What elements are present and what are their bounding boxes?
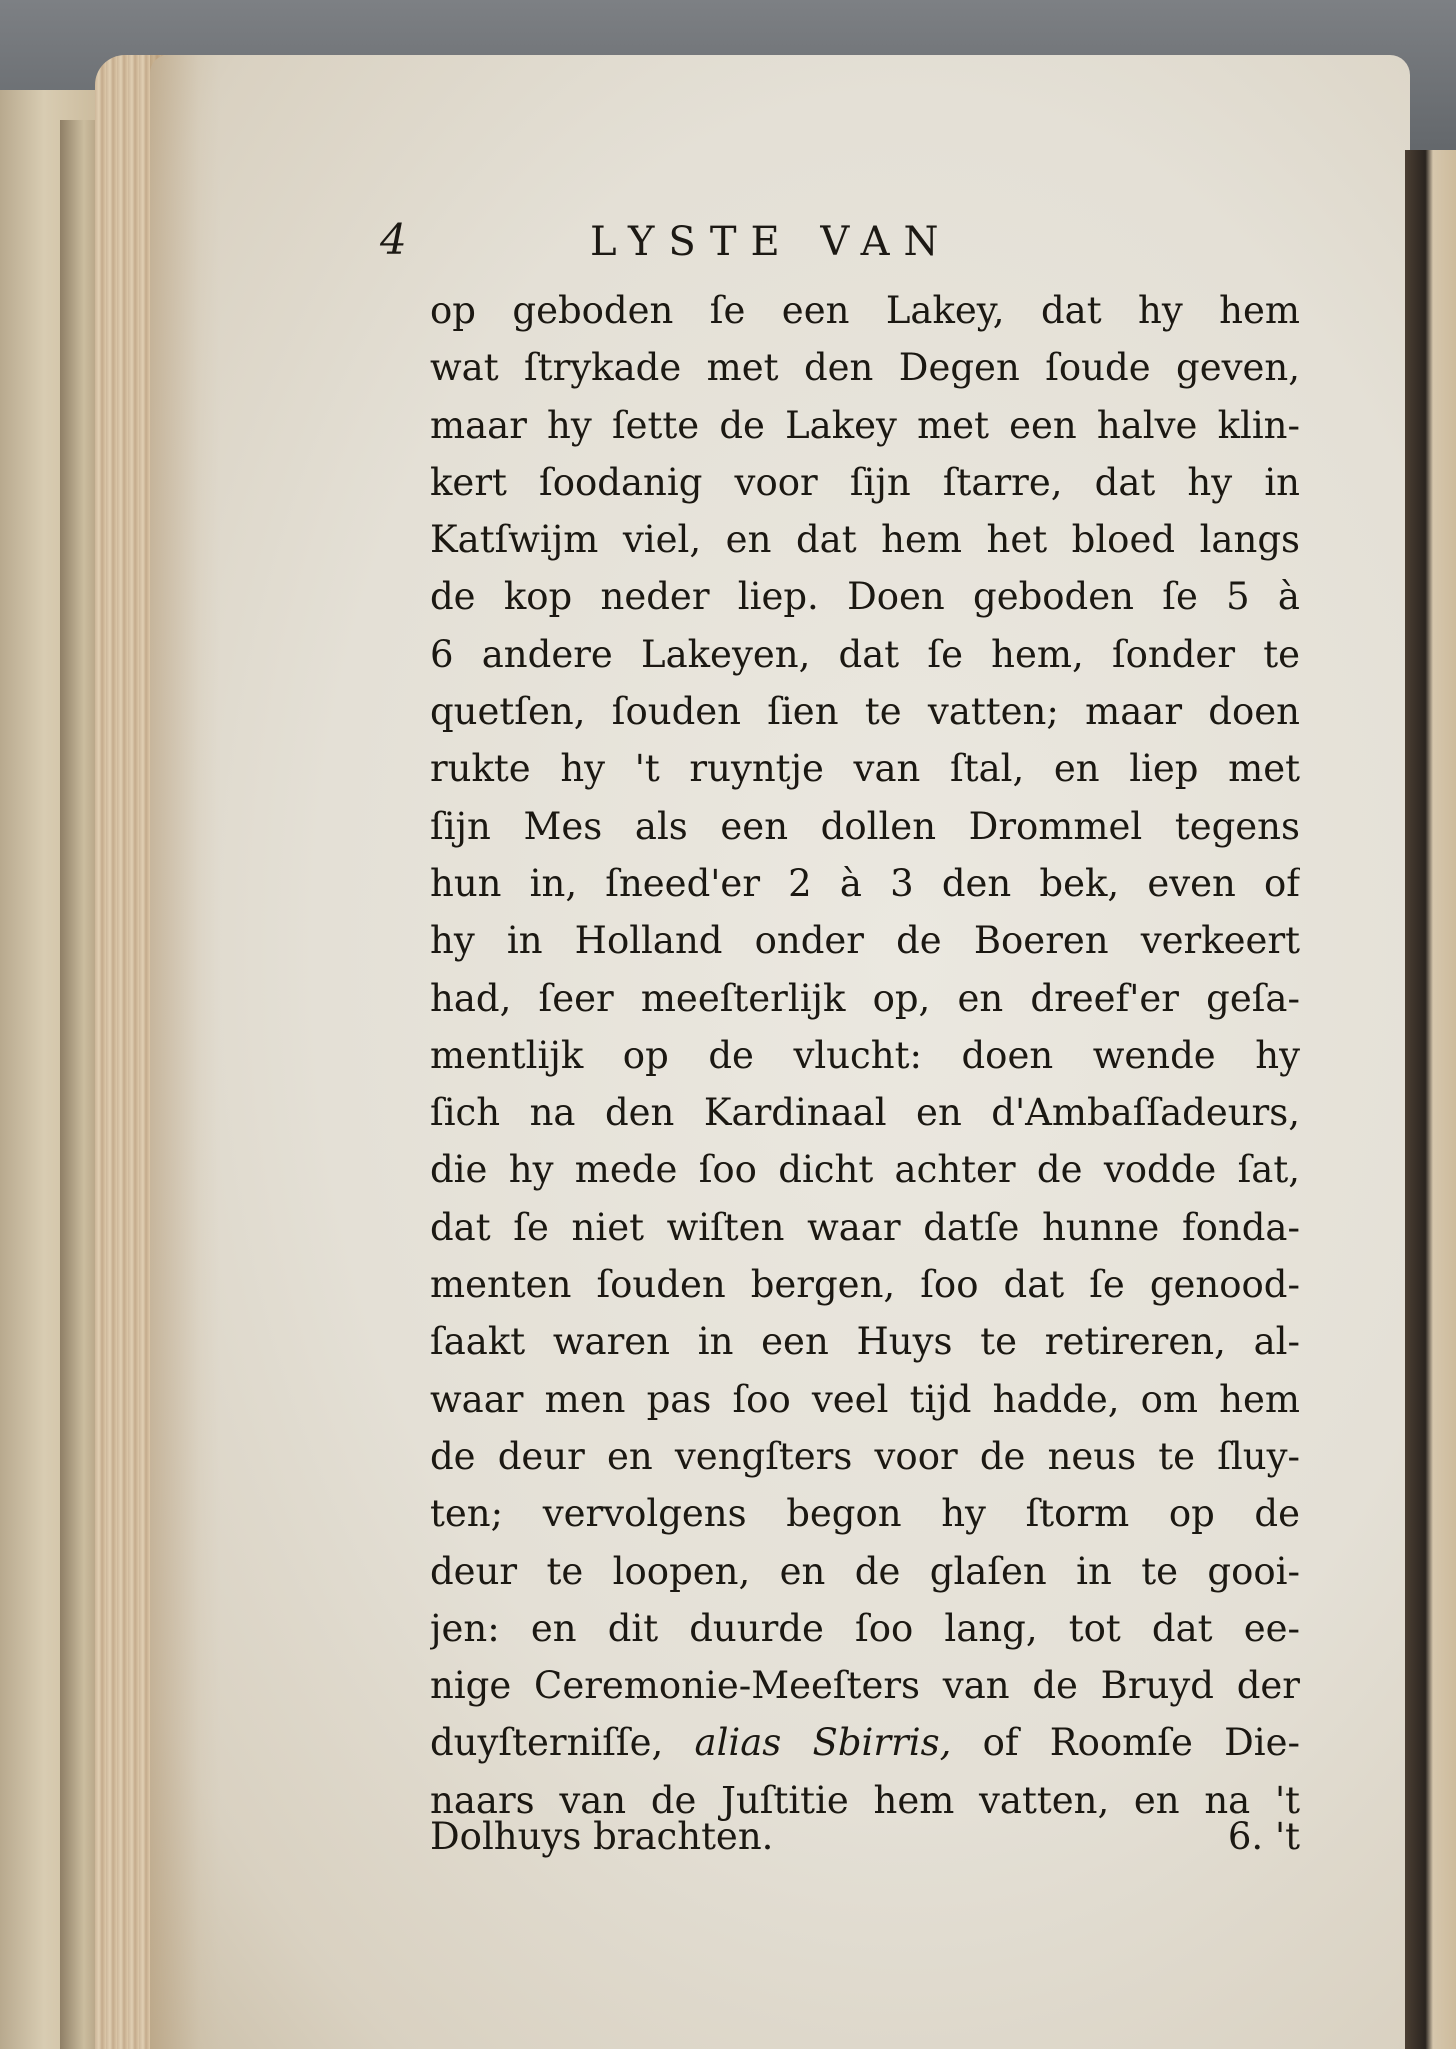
text-line: waar men pas ſoo veel tijd hadde, om hem — [430, 1377, 1300, 1421]
text-line: ten; vervolgens begon hy ſtorm op de — [430, 1492, 1300, 1536]
next-page-edge — [1405, 150, 1456, 2049]
text-line: quetſen, ſouden ſien te vatten; maar doen — [430, 690, 1300, 734]
text-line: ſaakt waren in een Huys te retireren, al- — [430, 1320, 1300, 1364]
final-line — [430, 1808, 1300, 1865]
text-line: de deur en vengſters voor de neus te ſluy- — [430, 1434, 1300, 1478]
text-line: menten ſouden bergen, ſoo dat ſe genood- — [430, 1263, 1300, 1307]
text-line: rukte hy 't ruyntje van ſtal, en liep met — [430, 747, 1300, 791]
text-line: Katſwijm viel, en dat hem het bloed langs — [430, 518, 1300, 562]
text-line: ſijn Mes als een dollen Drommel tegens — [430, 804, 1300, 848]
text-line: hy in Holland onder de Boeren verkeert — [430, 919, 1300, 963]
text-line: had, ſeer meeſterlijk op, en dreef'er geſa- — [430, 976, 1300, 1020]
text-span: of Roomſe Die- — [951, 1721, 1300, 1765]
catchword: 6. 't — [1227, 1815, 1300, 1858]
page-shadow — [150, 55, 220, 2049]
italic-phrase: alias Sbirris, — [694, 1721, 952, 1765]
text-line: naars van de Juſtitie hem vatten, en na 't — [430, 1778, 1300, 1822]
running-head — [380, 215, 1280, 275]
text-line: op geboden ſe een Lakey, dat hy hem — [430, 289, 1300, 332]
text-line: hun in, ſneed'er 2 à 3 den bek, even of — [430, 861, 1300, 905]
text-line: maar hy ſette de Lakey met een halve klin- — [430, 403, 1300, 447]
text-span: duyſterniſſe, — [430, 1721, 695, 1765]
running-title: LYSTE VAN — [590, 219, 953, 265]
text-line: dat ſe niet wiſten waar datſe hunne fonda- — [430, 1205, 1300, 1249]
text-line: ſich na den Kardinaal en d'Ambaſſadeurs, — [430, 1091, 1300, 1135]
text-line: de kop neder liep. Doen geboden ſe 5 à — [430, 575, 1300, 619]
last-text-line: Dolhuys brachten. — [430, 1815, 774, 1858]
body-text — [430, 282, 1300, 1829]
text-line: deur te loopen, en de glaſen in te gooi- — [430, 1549, 1300, 1593]
text-line: mentlijk op de vlucht: doen wende hy — [430, 1033, 1300, 1077]
book-gutter — [60, 120, 100, 2049]
text-line: kert ſoodanig voor ſijn ſtarre, dat hy in — [430, 460, 1300, 504]
text-line: die hy mede ſoo dicht achter de vodde ſat, — [430, 1148, 1300, 1192]
text-line: nige Ceremonie-Meeſters van de Bruyd der — [430, 1664, 1300, 1708]
page-number: 4 — [380, 215, 407, 264]
text-line: jen: en dit duurde ſoo lang, tot dat ee- — [430, 1606, 1300, 1650]
text-line: 6 andere Lakeyen, dat ſe hem, ſonder te — [430, 632, 1300, 676]
text-line-with-italic — [430, 1714, 1300, 1771]
text-line: wat ſtrykade met den Degen ſoude geven, — [430, 346, 1300, 390]
